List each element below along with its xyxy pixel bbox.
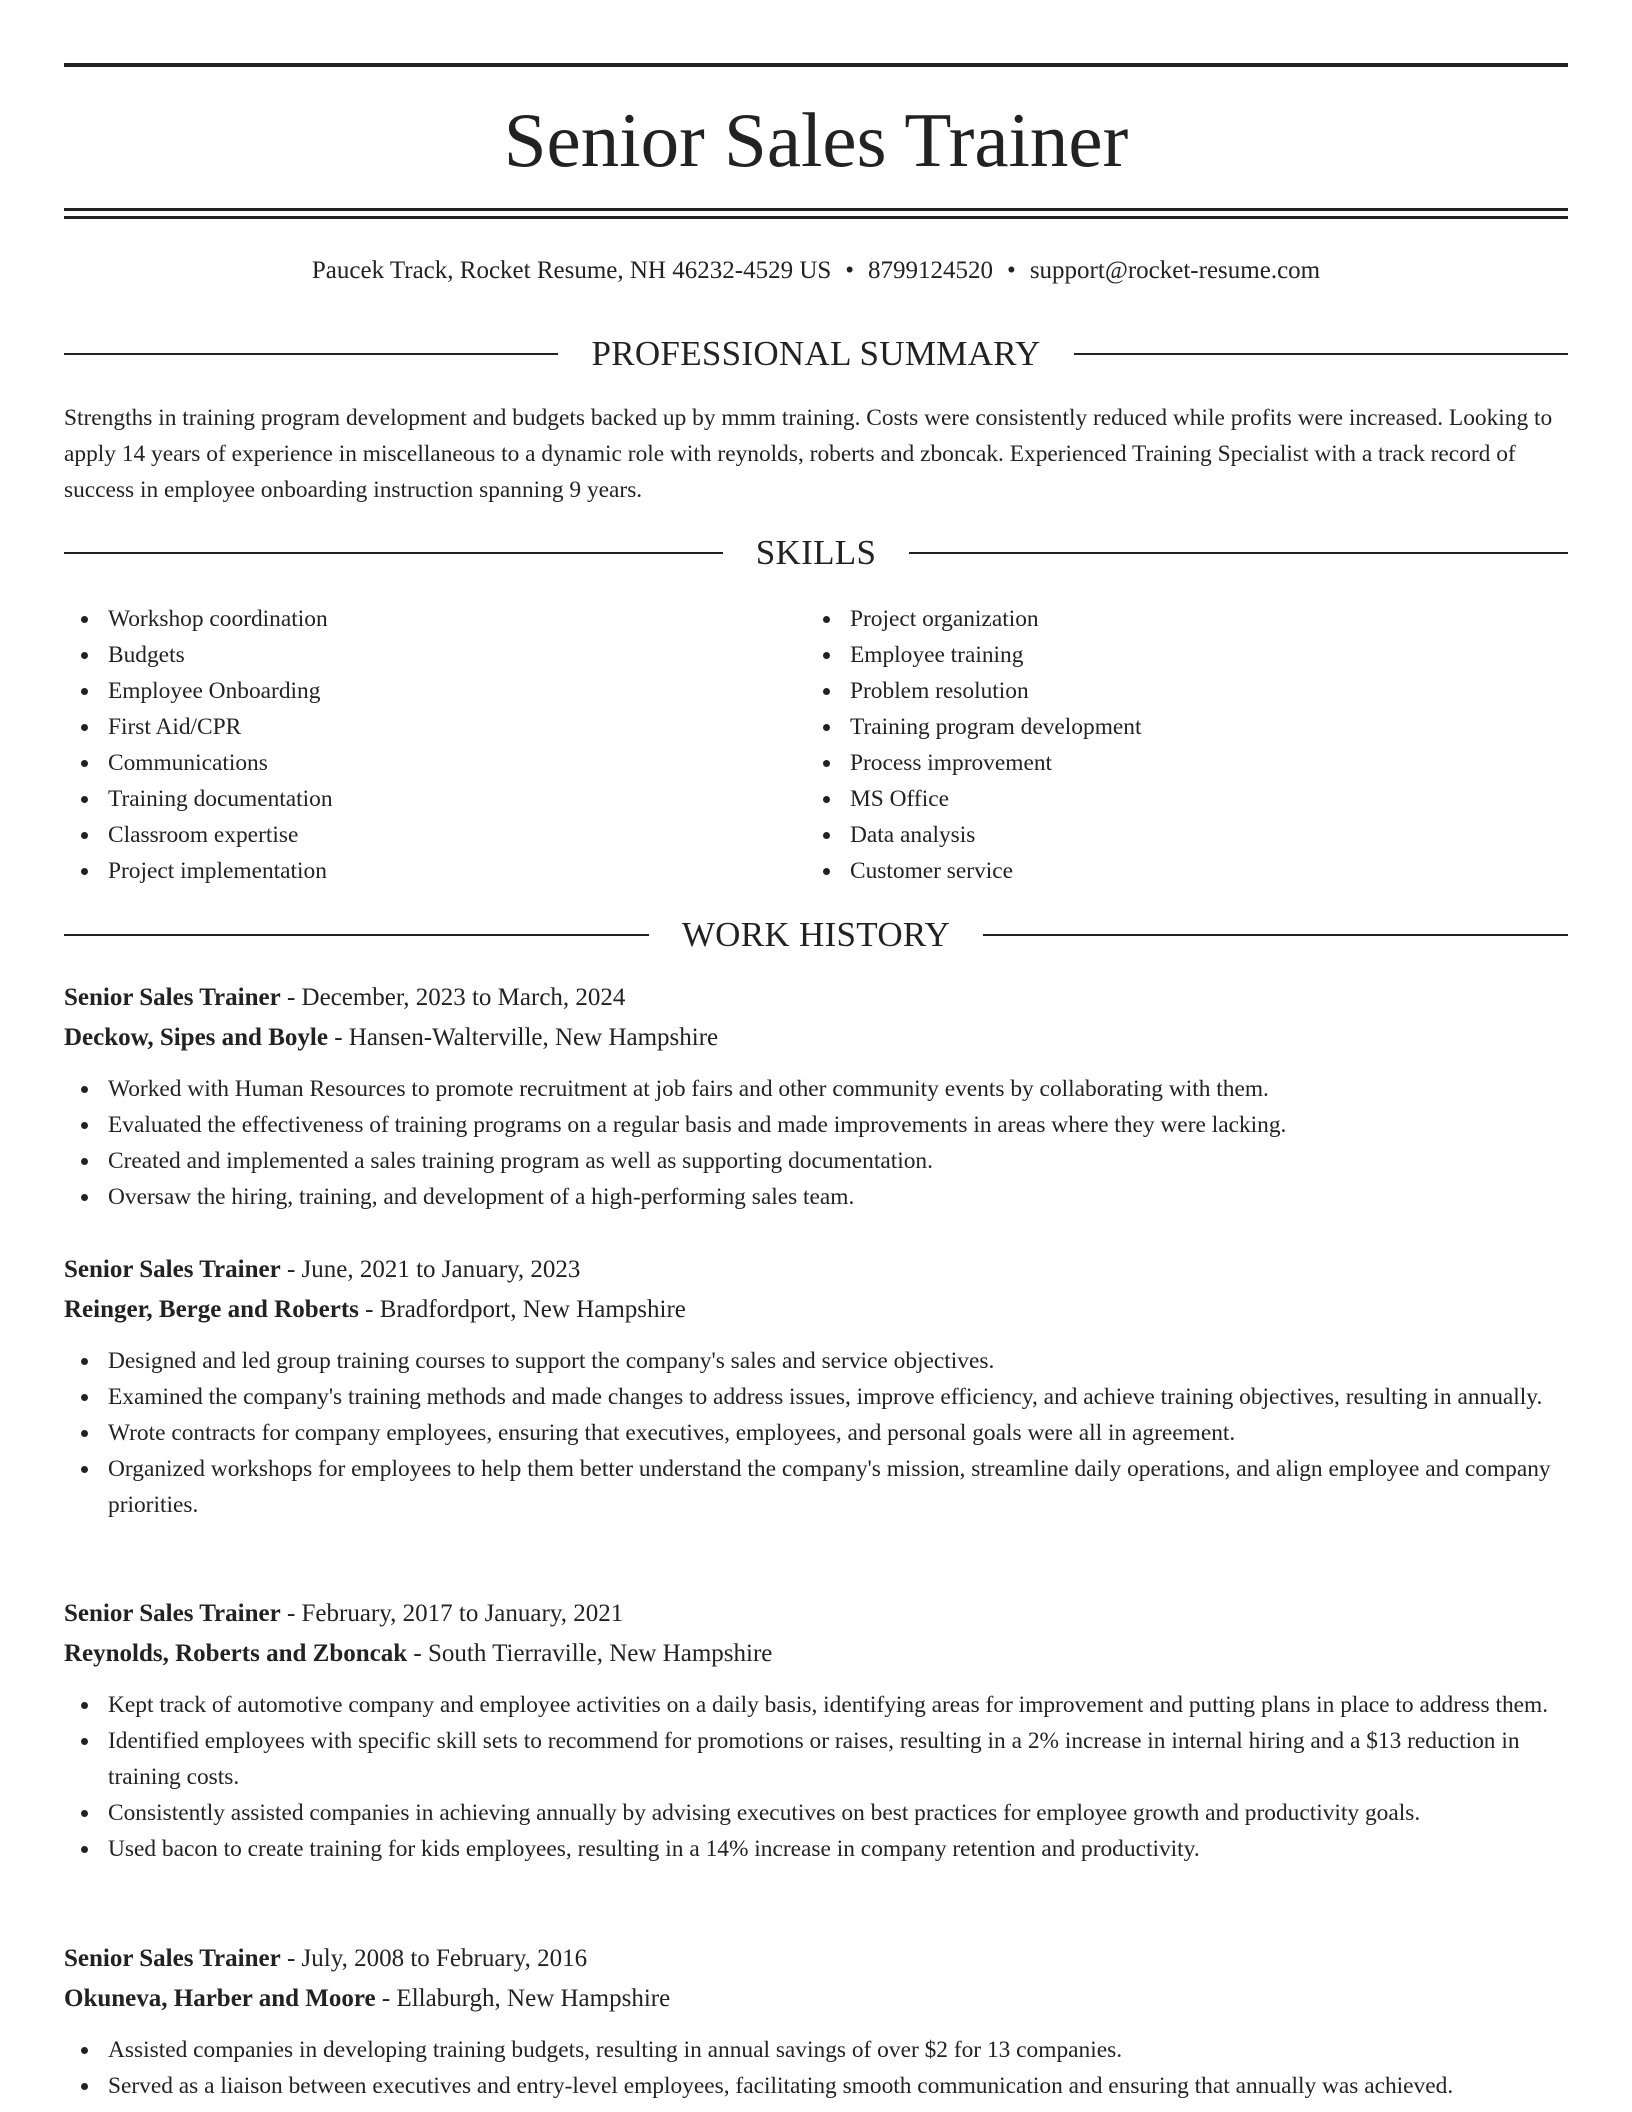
job-dates: - December, 2023 to March, 2024 — [280, 984, 626, 1011]
job-title-line — [64, 1250, 1568, 1290]
job-bullet: Oversaw the hiring, training, and development of a high-performing sales team. — [64, 1179, 1568, 1215]
job-bullet: Served as a liaison between executives and entry-level employees, facilitating smooth communication and ensuring that annually was achieved. — [64, 2068, 1568, 2104]
skills-column-right — [806, 601, 1548, 889]
job-title: Senior Sales Trainer — [64, 1945, 281, 1972]
skill-item: Budgets — [64, 637, 806, 673]
job-bullets — [64, 1343, 1568, 1523]
job-title: Senior Sales Trainer — [64, 1600, 281, 1627]
heading-rule-right — [909, 552, 1568, 554]
job-bullet: Wrote contracts for company employees, ensuring that executives, employees, and personal goals were all in agreement. — [64, 1415, 1568, 1451]
title-rule-upper — [64, 208, 1568, 211]
skill-item: Training documentation — [64, 781, 806, 817]
job-bullet: Identified employees with specific skill sets to recommend for promotions or raises, resulting in a 2% increase in internal hiring and a $13 reduction in training costs. — [64, 1723, 1568, 1795]
job-bullet: Consistently assisted companies in achieving annually by advising executives on best practices for employee growth and productivity goals. — [64, 1795, 1568, 1831]
job-company-line — [64, 1290, 1568, 1330]
job-bullets — [64, 2032, 1568, 2104]
job-entry — [64, 978, 1568, 1215]
job-title-line — [64, 978, 1568, 1018]
job-title-line — [64, 1939, 1568, 1979]
job-title: Senior Sales Trainer — [64, 1256, 281, 1283]
contact-separator: • — [1007, 257, 1016, 284]
job-bullet: Examined the company's training methods and made changes to address issues, improve efficiency, and achieve training objectives, resulting in annually. — [64, 1379, 1568, 1415]
skill-item: First Aid/CPR — [64, 709, 806, 745]
skill-item: Training program development — [806, 709, 1548, 745]
job-company: Okuneva, Harber and Moore — [64, 1985, 376, 2012]
job-entry — [64, 1250, 1568, 1523]
job-dates: - July, 2008 to February, 2016 — [280, 1945, 588, 1972]
job-bullet: Designed and led group training courses to support the company's sales and service objectives. — [64, 1343, 1568, 1379]
skill-item: Employee Onboarding — [64, 673, 806, 709]
skill-item: Project implementation — [64, 853, 806, 889]
job-bullet: Kept track of automotive company and employee activities on a daily basis, identifying areas for improvement and putting plans in place to address them. — [64, 1687, 1568, 1723]
job-bullet: Worked with Human Resources to promote recruitment at job fairs and other community events by collaborating with them. — [64, 1071, 1568, 1107]
summary-heading — [64, 332, 1568, 376]
job-company: Reynolds, Roberts and Zboncak — [64, 1640, 408, 1667]
skills-heading-label: SKILLS — [755, 533, 877, 572]
job-location: - South Tierraville, New Hampshire — [407, 1640, 773, 1667]
summary-heading-label: PROFESSIONAL SUMMARY — [591, 334, 1041, 373]
title-rule-lower — [64, 216, 1568, 219]
job-dates: - June, 2021 to January, 2023 — [280, 1256, 581, 1283]
job-bullet: Created and implemented a sales training program as well as supporting documentation. — [64, 1143, 1568, 1179]
job-entry — [64, 1594, 1568, 1867]
job-bullets — [64, 1071, 1568, 1215]
heading-rule-right — [983, 934, 1568, 936]
work-heading-label: WORK HISTORY — [681, 915, 951, 954]
contact-address: Paucek Track, Rocket Resume, NH 46232-4529 US — [311, 257, 832, 284]
job-company-line — [64, 1634, 1568, 1674]
job-entry — [64, 1939, 1568, 2104]
job-bullet: Used bacon to create training for kids employees, resulting in a 14% increase in company retention and productivity. — [64, 1831, 1568, 1867]
job-bullet: Assisted companies in developing training budgets, resulting in annual savings of over $2 for 13 companies. — [64, 2032, 1568, 2068]
skill-item: Classroom expertise — [64, 817, 806, 853]
skill-item: Problem resolution — [806, 673, 1548, 709]
skill-item: MS Office — [806, 781, 1548, 817]
job-bullet: Evaluated the effectiveness of training programs on a regular basis and made improvements in areas where they were lacking. — [64, 1107, 1568, 1143]
job-company: Deckow, Sipes and Boyle — [64, 1024, 328, 1051]
summary-text: Strengths in training program development and budgets backed up by mmm training. Costs were consistently reduced while profits were increased. Looking to apply 14 years of experience in miscellaneous to a dynamic role with reynolds, roberts and zboncak. Experienced Training Specialist with a track record of success in employee onboarding instruction spanning 9 years. — [64, 405, 1553, 503]
job-bullet: Organized workshops for employees to help them better understand the company's mission, streamline daily operations, and align employee and company priorities. — [64, 1451, 1568, 1523]
work-heading — [64, 913, 1568, 957]
top-rule — [64, 63, 1568, 67]
skills-list — [64, 601, 1568, 889]
job-location: - Hansen-Walterville, New Hampshire — [327, 1024, 719, 1051]
contact-email: support@rocket-resume.com — [1029, 257, 1321, 284]
job-dates: - February, 2017 to January, 2021 — [280, 1600, 624, 1627]
heading-rule-left — [64, 552, 723, 554]
job-title-line — [64, 1594, 1568, 1634]
contact-separator: • — [845, 257, 855, 284]
heading-rule-left — [64, 353, 558, 355]
job-location: - Ellaburgh, New Hampshire — [375, 1985, 671, 2012]
job-location: - Bradfordport, New Hampshire — [358, 1296, 686, 1323]
heading-rule-right — [1074, 353, 1568, 355]
contact-phone: 8799124520 — [868, 257, 994, 284]
skill-item: Process improvement — [806, 745, 1548, 781]
skill-item: Employee training — [806, 637, 1548, 673]
job-company: Reinger, Berge and Roberts — [64, 1296, 359, 1323]
heading-rule-left — [64, 934, 649, 936]
contact-line — [64, 255, 1568, 287]
skill-item: Communications — [64, 745, 806, 781]
resume-title: Senior Sales Trainer — [503, 97, 1129, 183]
job-bullets — [64, 1687, 1568, 1867]
skill-item: Workshop coordination — [64, 601, 806, 637]
skill-item: Data analysis — [806, 817, 1548, 853]
skill-item: Customer service — [806, 853, 1548, 889]
job-company-line — [64, 1018, 1568, 1058]
job-company-line — [64, 1979, 1568, 2019]
skill-item: Project organization — [806, 601, 1548, 637]
skills-column-left — [64, 601, 806, 889]
job-title: Senior Sales Trainer — [64, 984, 281, 1011]
skills-heading — [64, 531, 1568, 575]
